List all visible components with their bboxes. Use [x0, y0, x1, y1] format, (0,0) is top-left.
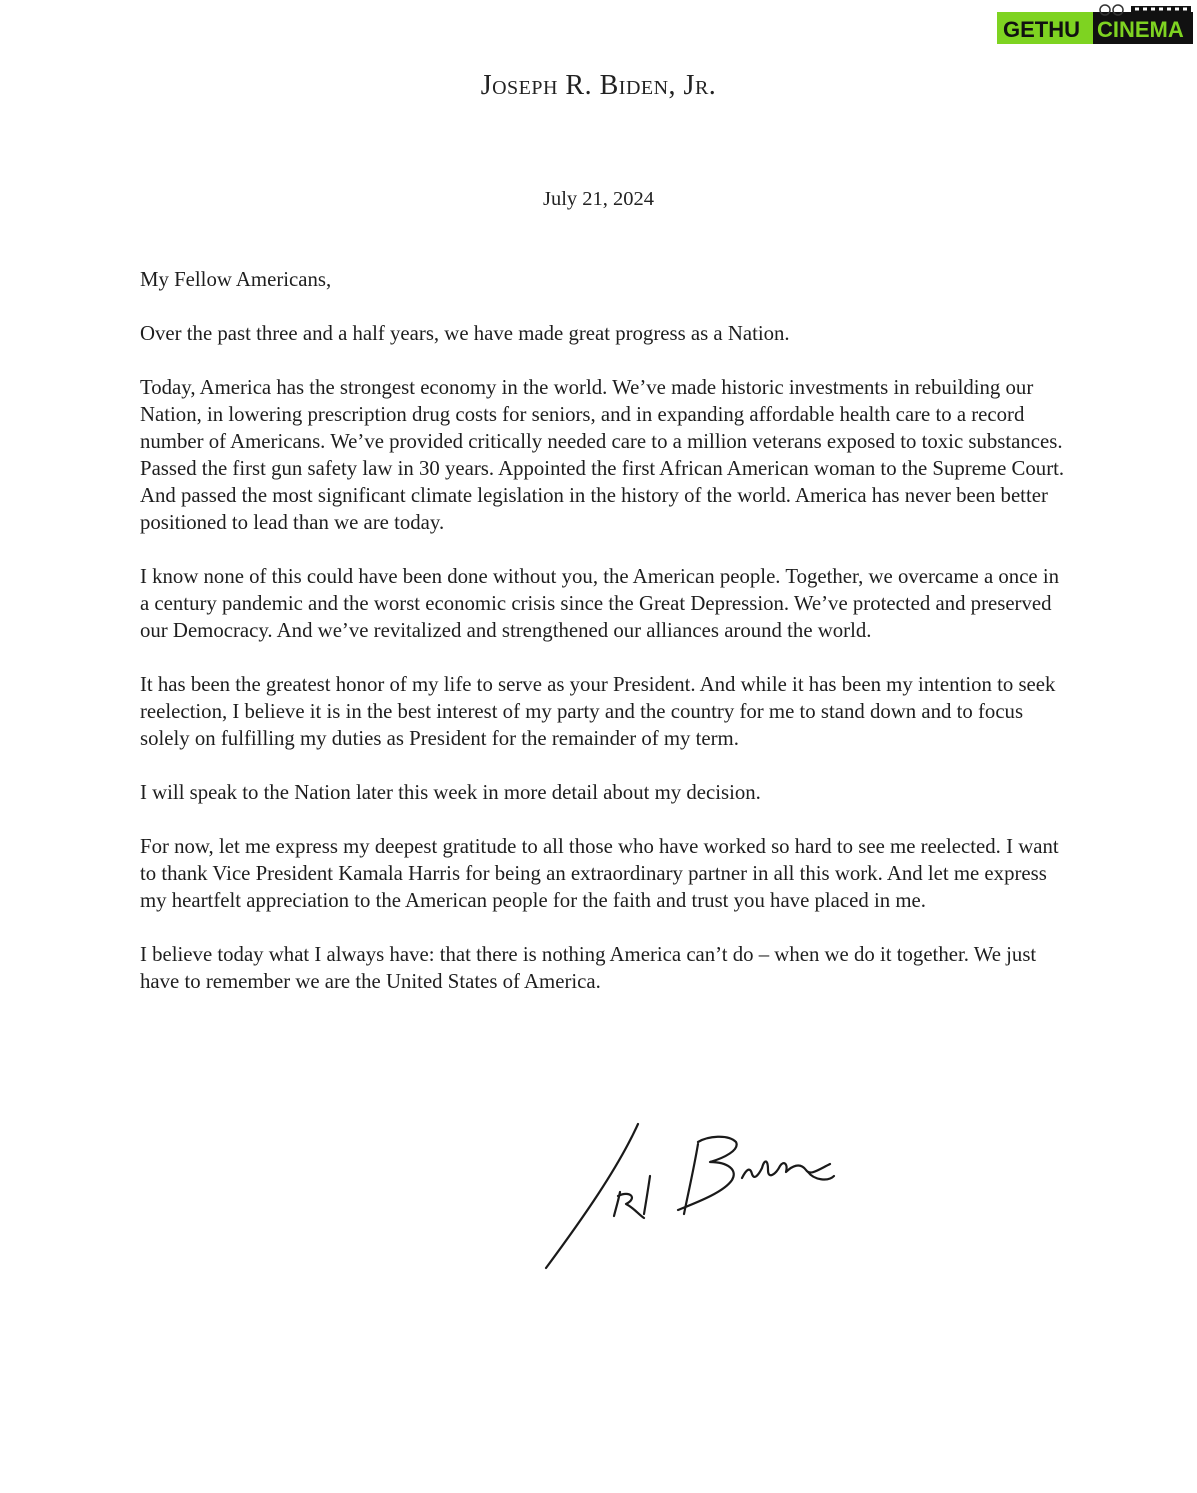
watermark-text-b: CINEMA [1097, 17, 1184, 42]
salutation: My Fellow Americans, [140, 268, 332, 291]
watermark-logo [997, 4, 1193, 44]
paragraph-2: Today, America has the strongest economy in the world. We’ve made historic investments in rebuilding our Nation, in lowering prescription drug costs for seniors, and in expanding affordable health care to a record number of Americans. We’ve provided critically needed care to a million veterans exposed to toxic substances. Passed the first gun safety law in 30 years. Appointed the first African American woman to the Supreme Court. And passed the most significant climate legislation in the history of the world. America has never been better positioned to lead than we are today. [140, 376, 1065, 534]
letter-body [140, 266, 1070, 1022]
paragraph-6: For now, let me express my deepest gratitude to all those who have worked so hard to see me reelected. I want to thank Vice President Kamala Harris for being an extraordinary partner in all this work. And let me express my heartfelt appreciation to the American people for the faith and trust you have placed in me. [140, 835, 1059, 912]
paragraph-3: I know none of this could have been done without you, the American people. Together, we overcame a once in a century pandemic and the worst economic crisis since the Great Depression. We’ve protected and preserved our Democracy. And we’ve revitalized and strengthened our alliances around the world. [140, 565, 1060, 642]
watermark-text-a: GETHU [1003, 17, 1080, 42]
letter-date: July 21, 2024 [542, 188, 655, 210]
paragraph-1: Over the past three and a half years, we have made great progress as a Nation. [140, 322, 790, 345]
paragraph-5: I will speak to the Nation later this week in more detail about my decision. [140, 781, 761, 804]
paragraph-7: I believe today what I always have: that there is nothing America can’t do – when we do it together. We just have to remember we are the United States of America. [140, 943, 1037, 993]
signature [538, 1118, 848, 1278]
film-camera-icon [997, 4, 1193, 44]
letterhead-name: Joseph R. Biden, Jr. [480, 70, 717, 101]
handwritten-signature-icon [538, 1118, 848, 1278]
paragraph-4: It has been the greatest honor of my life to serve as your President. And while it has been my intention to seek reelection, I believe it is in the best interest of my party and the country for me to stand down and to focus solely on fulfilling my duties as President for the remainder of my term. [140, 673, 1056, 750]
